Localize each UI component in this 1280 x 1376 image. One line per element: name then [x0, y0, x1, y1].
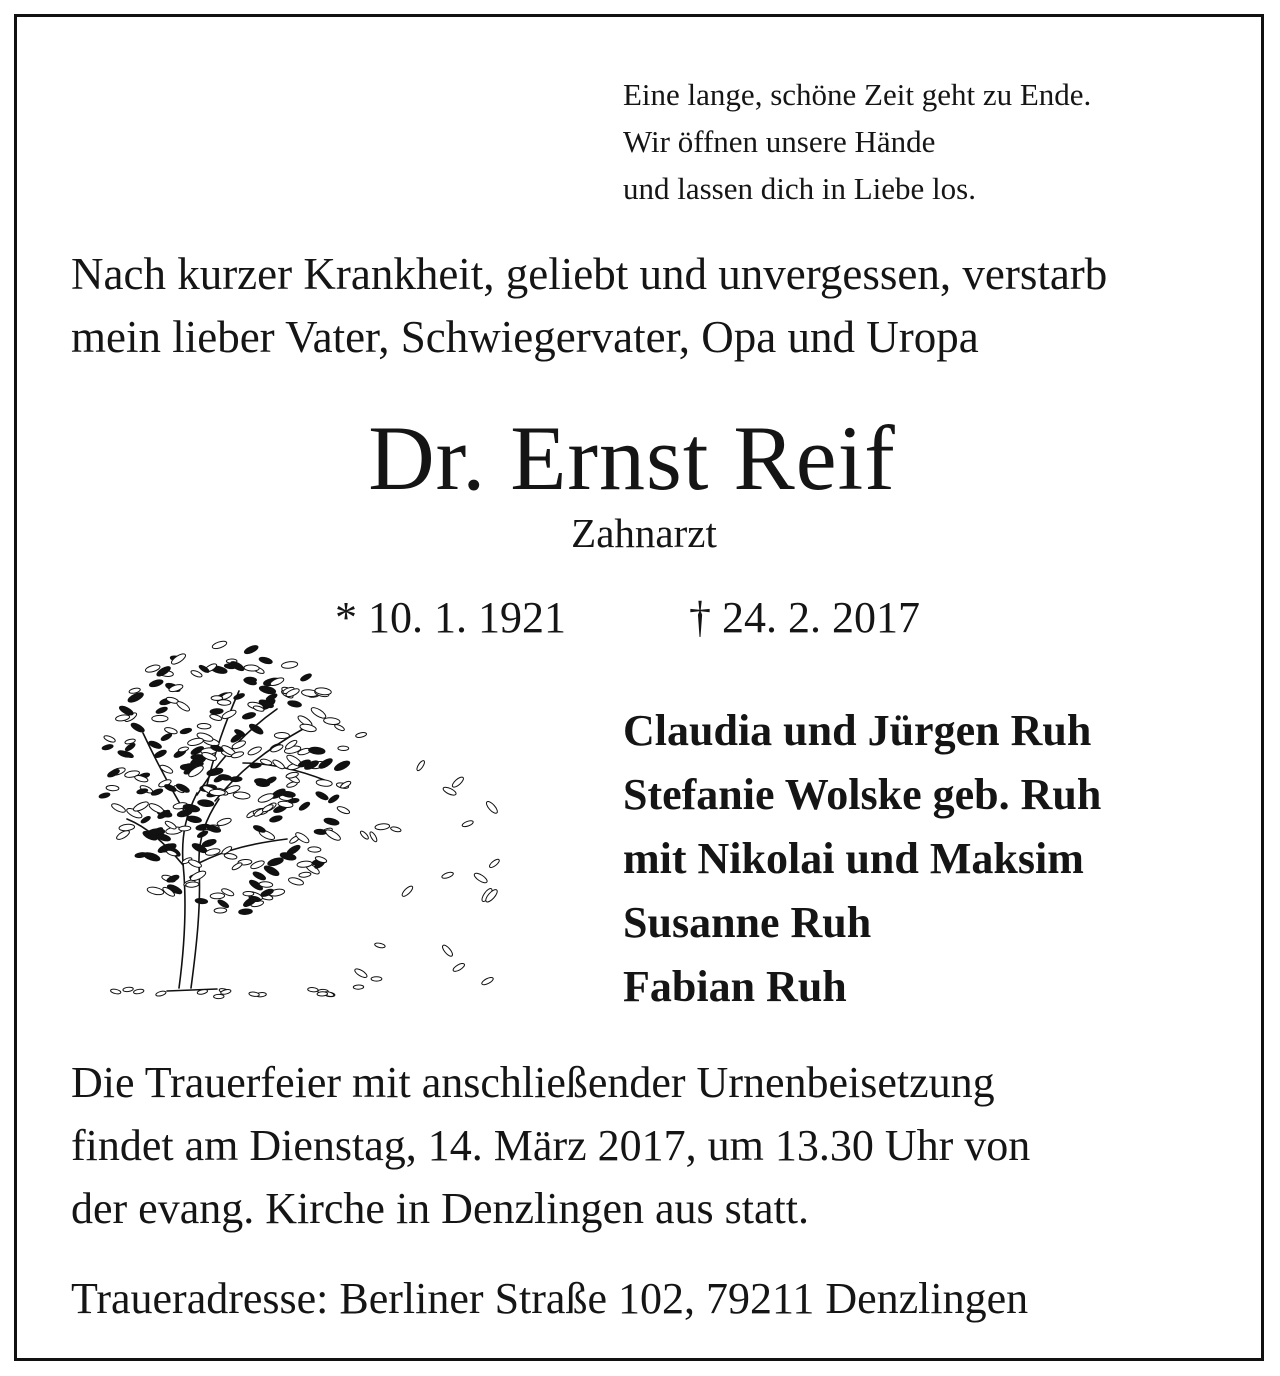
funeral-line: der evang. Kirche in Denzlingen aus statt. [71, 1184, 809, 1233]
poem-line: und lassen dich in Liebe los. [623, 171, 976, 206]
leaf-mark [188, 858, 203, 869]
tree-leaves [99, 640, 501, 999]
leaf-mark [298, 801, 311, 812]
leaf-mark [359, 830, 369, 840]
leaf-mark [102, 744, 114, 751]
leaf-mark [132, 800, 149, 813]
leaf-mark [119, 824, 135, 832]
leaf-mark [152, 715, 168, 721]
leaf-mark [110, 802, 126, 814]
leaf-mark [180, 727, 192, 734]
leaf-mark [310, 706, 328, 720]
mourning-address: Traueradresse: Berliner Straße 102, 79211 Denzlingen [71, 1274, 1029, 1323]
leaf-mark [197, 723, 211, 729]
leaf-mark [239, 909, 253, 915]
leaf-mark [354, 967, 369, 979]
leaf-mark [210, 893, 225, 899]
leaf-mark [315, 790, 329, 801]
leaf-mark [318, 757, 334, 770]
death-date: † 24. 2. 2017 [689, 593, 920, 642]
leaf-mark [308, 747, 325, 755]
funeral-line: Die Trauerfeier mit anschließender Urnenbeisetzung [71, 1058, 995, 1107]
leaf-mark [269, 815, 283, 824]
leaf-mark [178, 746, 189, 753]
leaf-mark [209, 713, 222, 721]
leaf-mark [214, 994, 224, 998]
leaf-mark [281, 661, 298, 669]
leaf-mark [323, 717, 340, 725]
leaf-mark [175, 700, 190, 713]
leaf-mark [189, 869, 207, 882]
leaf-mark [186, 815, 202, 823]
leaf-mark [242, 711, 256, 720]
leaf-mark [336, 805, 350, 815]
leaf-mark [160, 732, 172, 742]
leaf-mark [257, 792, 275, 804]
leaf-mark [327, 794, 340, 805]
leaf-mark [164, 783, 177, 792]
family-member: Stefanie Wolske geb. Ruh [623, 770, 1102, 819]
leaf-mark [133, 989, 144, 995]
leaf-mark [324, 828, 342, 842]
leaf-mark [451, 775, 465, 788]
leaf-mark [155, 990, 166, 997]
leaf-mark [233, 692, 245, 700]
leaf-mark [274, 732, 289, 738]
leaf-mark [136, 788, 148, 795]
leaf-mark [216, 817, 232, 827]
leaf-mark [259, 881, 273, 887]
leaf-mark [267, 856, 284, 867]
leaf-mark [333, 759, 351, 772]
family-member: Claudia und Jürgen Ruh [623, 706, 1092, 755]
intro-line: Nach kurzer Krankheit, geliebt und unvergessen, verstarb [71, 249, 1108, 299]
leaf-mark [147, 886, 165, 896]
leaf-mark [123, 987, 134, 992]
leaf-mark [485, 800, 499, 815]
leaf-mark [231, 862, 243, 872]
leaf-mark [233, 791, 250, 799]
leaf-mark [151, 788, 164, 797]
leaf-mark [130, 722, 146, 734]
leaf-mark [473, 871, 489, 884]
leaf-mark [143, 851, 161, 862]
leaf-mark [452, 962, 466, 973]
leaf-mark [154, 749, 168, 759]
leaf-mark [249, 991, 260, 997]
leaf-mark [355, 732, 367, 739]
leaf-mark [300, 673, 313, 683]
leaf-mark [314, 829, 327, 835]
leaf-mark [209, 789, 225, 796]
leaf-mark [263, 864, 280, 877]
deceased-profession: Zahnarzt [571, 510, 717, 556]
leaf-mark [299, 723, 317, 733]
windblown-tree-icon [67, 613, 537, 1013]
leaf-mark [481, 976, 494, 986]
leaf-mark [374, 942, 385, 948]
leaf-mark [106, 785, 119, 791]
family-member: Susanne Ruh [623, 898, 872, 947]
leaf-mark [390, 826, 401, 833]
leaf-mark [316, 779, 333, 787]
leaf-mark [149, 679, 164, 688]
leaf-mark [441, 944, 454, 958]
intro-text [71, 243, 1107, 369]
leaf-mark [155, 706, 168, 715]
leaf-mark [99, 792, 111, 799]
intro-line: mein lieber Vater, Schwiegervater, Opa und Uropa [71, 312, 979, 362]
leaf-mark [488, 858, 500, 869]
leaf-mark [110, 988, 121, 994]
leaf-mark [308, 987, 319, 992]
leaf-mark [103, 734, 116, 743]
leaf-mark [416, 760, 426, 772]
leaf-mark [338, 746, 349, 751]
leaf-mark [190, 669, 203, 678]
birth-date: * 10. 1. 1921 [335, 593, 566, 642]
leaf-mark [217, 700, 231, 706]
leaf-mark [401, 885, 415, 898]
leaf-mark [441, 871, 454, 879]
leaf-mark [214, 908, 227, 913]
funeral-details [71, 1051, 1030, 1240]
leaf-mark [230, 776, 242, 781]
leaf-mark [287, 700, 302, 708]
leaf-mark [317, 992, 328, 997]
poem [623, 71, 1091, 212]
poem-line: Eine lange, schöne Zeit geht zu Ende. [623, 77, 1092, 112]
leaf-mark [244, 665, 259, 672]
poem-line: Wir öffnen unsere Hände [623, 124, 936, 159]
leaf-mark [369, 831, 379, 843]
leaf-mark [247, 745, 263, 756]
deceased-name: Dr. Ernst Reif [368, 407, 896, 509]
family-list [623, 699, 1101, 1019]
leaf-mark [308, 847, 321, 853]
leaf-mark [375, 823, 390, 830]
leaf-mark [259, 656, 273, 665]
leaf-mark [461, 820, 473, 828]
family-member: mit Nikolai und Maksim [623, 834, 1084, 883]
leaf-mark [179, 826, 191, 831]
leaf-mark [187, 737, 204, 747]
leaf-mark [217, 899, 230, 910]
family-member: Fabian Ruh [623, 962, 847, 1011]
leaf-mark [264, 776, 277, 785]
leaf-mark [201, 838, 216, 848]
leaf-mark [323, 817, 339, 826]
leaf-mark [159, 764, 174, 775]
leaf-mark [195, 898, 208, 904]
leaf-mark [286, 844, 302, 856]
leaf-mark [210, 708, 223, 714]
leaf-mark [186, 882, 200, 888]
leaf-mark [243, 644, 259, 655]
leaf-mark [353, 985, 364, 990]
leaf-mark [252, 870, 267, 881]
funeral-line: findet am Dienstag, 14. März 2017, um 13.30 Uhr von [71, 1121, 1031, 1170]
leaf-mark [299, 872, 311, 878]
leaf-mark [197, 799, 214, 807]
leaf-mark [243, 891, 254, 896]
leaf-mark [334, 723, 345, 731]
leaf-mark [272, 758, 286, 770]
leaf-mark [288, 876, 304, 886]
leaf-mark [371, 977, 382, 981]
leaf-mark [259, 685, 277, 695]
obituary-notice [14, 14, 1264, 1361]
leaf-mark [211, 640, 227, 650]
